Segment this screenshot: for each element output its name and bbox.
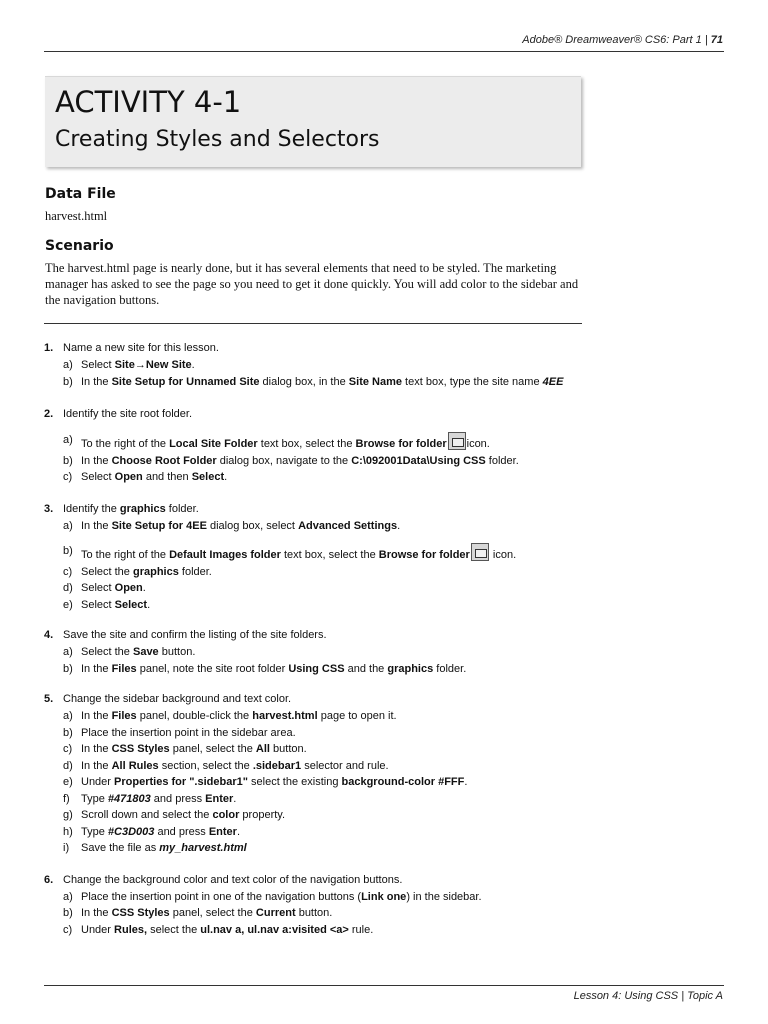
ui-term: Site→New Site	[114, 359, 192, 371]
sub-step	[63, 905, 604, 922]
sub-step	[63, 518, 604, 535]
text-run: Place the insertion point in the sidebar area.	[81, 726, 296, 739]
text-run: In the	[81, 759, 112, 772]
text-run: Select	[81, 582, 115, 594]
sub-step-letter: d)	[63, 582, 73, 594]
step-number: 4.	[44, 629, 54, 641]
text-run: Select the	[81, 565, 133, 578]
text-run: Select	[81, 471, 115, 483]
text-run: In the	[81, 519, 112, 532]
text-run: .	[397, 519, 401, 532]
sub-step	[63, 661, 604, 678]
sub-step	[63, 840, 604, 857]
sub-step	[63, 469, 604, 486]
text-run: select the existing	[247, 776, 342, 788]
text-run: icon.	[466, 438, 490, 450]
book-title: Adobe® Dreamweaver® CS6: Part 1	[522, 34, 702, 46]
browse-folder-icon	[471, 543, 489, 561]
sub-step-letter: a)	[63, 359, 73, 371]
text-run: and the	[344, 662, 388, 675]
text-run: Under	[81, 923, 115, 936]
ui-term: harvest.html	[252, 710, 318, 722]
sub-step-letter: h)	[63, 825, 73, 838]
ui-term: Advanced Settings	[298, 519, 398, 532]
text-run: panel, note the site root folder	[136, 662, 289, 675]
ui-term: Enter	[208, 825, 237, 838]
activity-box	[45, 76, 581, 167]
sub-step-letter: g)	[63, 809, 73, 821]
text-run: In the	[81, 662, 112, 675]
text-run: and press	[154, 825, 209, 838]
text-run: folder.	[178, 565, 212, 578]
sub-step-letter: b)	[63, 375, 73, 388]
step-1	[44, 340, 604, 390]
text-run: dialog box, select	[206, 519, 299, 532]
text-run: Identify the site root folder.	[63, 408, 193, 420]
browse-folder-icon	[448, 432, 466, 450]
sub-step-letter: f)	[63, 792, 70, 805]
ui-term: Files	[111, 662, 137, 675]
ui-term: All	[255, 743, 270, 755]
text-run: folder.	[433, 662, 467, 675]
step-instruction	[44, 501, 604, 518]
text-run: Place the insertion point in one of the navigation buttons (	[81, 890, 362, 903]
ui-term: Select	[191, 471, 225, 483]
sub-step-letter: b)	[63, 907, 73, 919]
sub-step	[63, 708, 604, 725]
text-run: dialog box, navigate to the	[216, 454, 352, 467]
text-run: .	[147, 598, 151, 611]
sub-step	[63, 725, 604, 742]
sub-step	[63, 824, 604, 841]
text-run: section, select the	[158, 759, 253, 772]
step-2	[44, 406, 604, 486]
sub-step	[63, 543, 604, 564]
sub-step	[63, 791, 604, 808]
text-run: Save the site and confirm the listing of the site folders.	[63, 629, 327, 641]
text-run: icon.	[489, 549, 517, 561]
sub-step-letter: b)	[63, 545, 73, 557]
sub-step-letter: c)	[63, 923, 73, 936]
footer-rule	[44, 985, 724, 986]
step-number: 2.	[44, 408, 54, 420]
text-run: panel, select the	[169, 907, 256, 919]
sub-step	[63, 597, 604, 614]
sub-step-letter: i)	[63, 842, 70, 854]
text-run: In the	[81, 375, 112, 388]
step-instruction	[44, 406, 604, 423]
text-run: Change the background color and text color of the navigation buttons.	[63, 873, 403, 886]
section-rule	[44, 323, 582, 324]
text-run: .	[236, 825, 240, 838]
text-run: property.	[239, 809, 286, 821]
step-5	[44, 691, 604, 857]
sub-step	[63, 774, 604, 791]
running-footer: Lesson 4: Using CSS | Topic A	[573, 990, 723, 1002]
page-number: 71	[710, 34, 723, 46]
text-run: and press	[150, 792, 206, 805]
text-run: ) in the sidebar.	[406, 890, 482, 903]
text-run: In the	[81, 710, 112, 722]
text-run: button.	[269, 743, 307, 755]
ui-term: Site Setup for Unnamed Site	[111, 375, 260, 388]
step-list	[44, 340, 604, 938]
sub-step	[63, 357, 604, 374]
text-run: Type	[81, 792, 108, 805]
text-run: Select	[81, 598, 115, 611]
ui-term: Browse for folder	[355, 438, 447, 450]
text-run: In the	[81, 907, 112, 919]
text-run: Identify the	[63, 502, 120, 515]
text-run: To the right of the	[81, 549, 170, 561]
text-run: Select	[81, 359, 115, 371]
text-run: rule.	[348, 923, 374, 936]
text-run: .	[464, 776, 468, 788]
ui-term: CSS Styles	[111, 907, 170, 919]
sub-step	[63, 758, 604, 775]
step-number: 5.	[44, 693, 54, 705]
step-instruction	[44, 691, 604, 708]
sub-step-letter: b)	[63, 662, 73, 675]
ui-term: ul.nav a, ul.nav a:visited <a>	[200, 923, 349, 936]
text-run: select the	[147, 923, 201, 936]
sub-step-letter: a)	[63, 710, 73, 722]
text-run: Type	[81, 825, 108, 838]
ui-term: Open	[114, 582, 143, 594]
sub-step-letter: a)	[63, 519, 73, 532]
ui-term: Open	[114, 471, 143, 483]
sub-step-letter: c)	[63, 471, 73, 483]
step-4	[44, 627, 604, 677]
text-run: Select the	[81, 646, 133, 658]
step-number: 6.	[44, 873, 54, 886]
sub-step	[63, 432, 604, 453]
ui-term: Browse for folder	[378, 549, 470, 561]
text-run: folder.	[165, 502, 199, 515]
text-run: button.	[158, 646, 196, 658]
ui-term: Current	[255, 907, 296, 919]
sub-step-letter: c)	[63, 743, 73, 755]
ui-term: Using CSS	[288, 662, 345, 675]
activity-subtitle: Creating Styles and Selectors	[55, 127, 380, 152]
step-3	[44, 501, 604, 614]
step-number: 1.	[44, 342, 54, 354]
text-run: .	[142, 582, 146, 594]
ui-term: Properties for ".sidebar1"	[114, 776, 248, 788]
sub-step	[63, 807, 604, 824]
ui-term: Site Setup for 4EE	[111, 519, 207, 532]
ui-term: graphics	[387, 662, 434, 675]
text-run: .	[233, 792, 237, 805]
sub-step-letter: d)	[63, 759, 73, 772]
running-header: Adobe® Dreamweaver® CS6: Part 1 | 71	[522, 34, 723, 46]
ui-term: Save	[132, 646, 159, 658]
sub-step	[63, 374, 604, 391]
ui-term: C:\092001Data\Using CSS	[351, 454, 486, 467]
sub-step-letter: c)	[63, 565, 73, 578]
ui-term: graphics	[119, 502, 166, 515]
step-instruction	[44, 872, 604, 889]
text-run: Under	[81, 776, 115, 788]
text-run: text box, select the	[280, 549, 379, 561]
ui-term: graphics	[132, 565, 179, 578]
sub-step	[63, 889, 604, 906]
ui-term: Select	[114, 598, 148, 611]
header-rule	[44, 51, 724, 52]
ui-term: Site Name	[348, 375, 402, 388]
sub-step-letter: a)	[63, 434, 73, 446]
step-instruction	[44, 627, 604, 644]
text-run: selector and rule.	[301, 759, 389, 772]
ui-term: Rules,	[114, 923, 148, 936]
ui-term: Choose Root Folder	[111, 454, 217, 467]
step-instruction	[44, 340, 604, 357]
sub-step-letter: a)	[63, 890, 73, 903]
text-run: and then	[142, 471, 192, 483]
sub-step-letter: a)	[63, 646, 73, 658]
step-6	[44, 872, 604, 939]
text-run: To the right of the	[81, 438, 170, 450]
text-run: Scroll down and select the	[81, 809, 213, 821]
sub-step-letter: b)	[63, 726, 73, 739]
text-run: text box, select the	[257, 438, 356, 450]
sub-step	[63, 453, 604, 470]
ui-term: All Rules	[111, 759, 159, 772]
step-number: 3.	[44, 502, 54, 515]
scenario-heading: Scenario	[45, 238, 114, 254]
topic-name: Topic A	[687, 990, 723, 1002]
ui-term: my_harvest.html	[159, 842, 247, 854]
lesson-name: Lesson 4: Using CSS	[573, 990, 679, 1002]
sub-step	[63, 922, 604, 939]
data-file-heading: Data File	[45, 186, 116, 202]
sub-step	[63, 564, 604, 581]
sub-step-letter: e)	[63, 598, 73, 611]
ui-term: Files	[111, 710, 137, 722]
text-run: dialog box, in the	[259, 375, 349, 388]
ui-term: background-color #FFF	[341, 776, 465, 788]
ui-term: #471803	[107, 792, 151, 805]
ui-term: Local Site Folder	[169, 438, 258, 450]
data-file-name: harvest.html	[45, 209, 108, 223]
text-run: panel, double-click the	[136, 710, 253, 722]
scenario-text: The harvest.html page is nearly done, but it has several elements that need to be styled. The marketing manager has asked to see the page so you need to get it done quickly. You will add color to the sidebar and the navigation buttons.	[45, 261, 579, 307]
sub-step	[63, 741, 604, 758]
ui-term: CSS Styles	[111, 743, 170, 755]
text-run: .	[224, 471, 228, 483]
activity-title: ACTIVITY 4-1	[55, 85, 242, 119]
ui-term: .sidebar1	[252, 759, 302, 772]
text-run: Save the file as	[81, 842, 160, 854]
sub-step-letter: b)	[63, 454, 73, 467]
text-run: .	[191, 359, 195, 371]
sub-step	[63, 644, 604, 661]
text-run: panel, select the	[169, 743, 256, 755]
text-run: page to open it.	[317, 710, 397, 722]
sub-step	[63, 580, 604, 597]
text-run: Name a new site for this lesson.	[63, 342, 219, 354]
text-run: button.	[295, 907, 333, 919]
text-run: folder.	[485, 454, 519, 467]
text-run: In the	[81, 743, 112, 755]
ui-term: color	[212, 809, 240, 821]
ui-term: Link one	[361, 890, 407, 903]
ui-term: Enter	[205, 792, 234, 805]
ui-term: #C3D003	[107, 825, 155, 838]
ui-term: Default Images folder	[169, 549, 281, 561]
sub-step-letter: e)	[63, 776, 73, 788]
text-run: text box, type the site name	[402, 375, 543, 388]
text-run: In the	[81, 454, 112, 467]
ui-term: 4EE	[542, 375, 564, 388]
text-run: Change the sidebar background and text color.	[63, 693, 292, 705]
